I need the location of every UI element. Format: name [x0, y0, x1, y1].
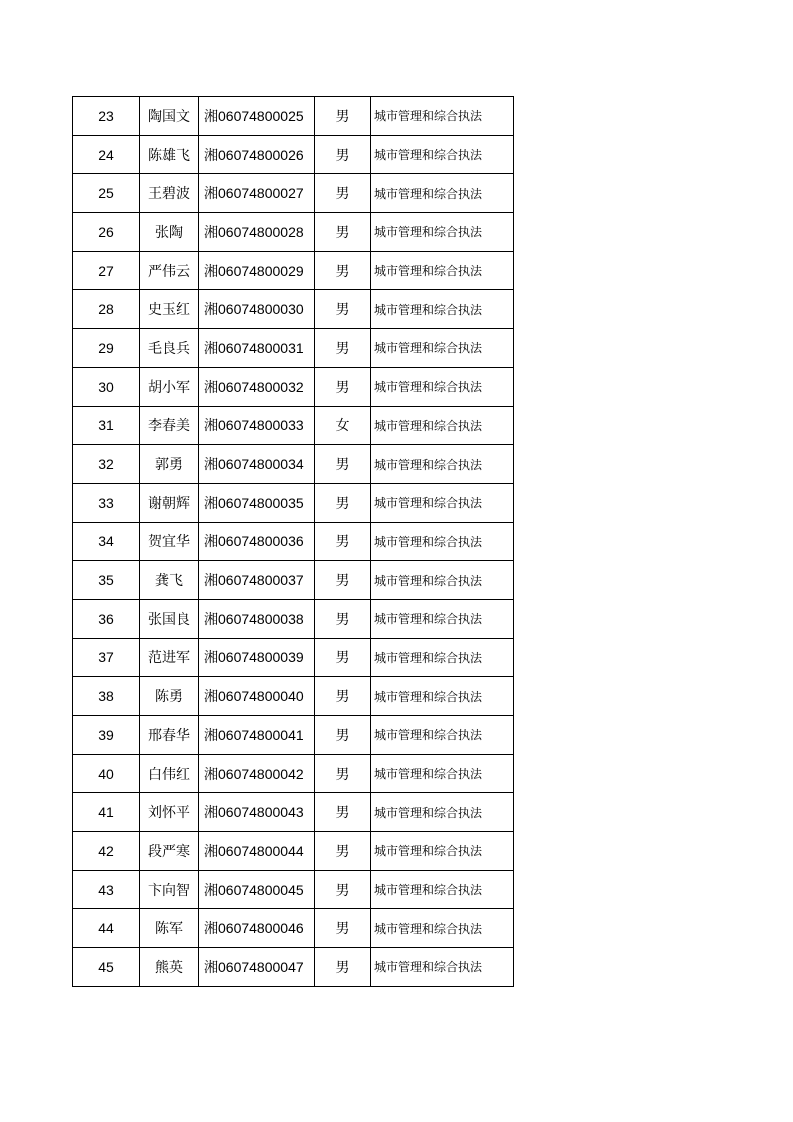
certificate-digits: 06074800046 — [218, 920, 304, 937]
certificate-number — [199, 522, 315, 561]
certificate-digits: 06074800031 — [218, 339, 304, 356]
person-name: 陈军 — [140, 909, 199, 948]
certificate-digits: 06074800028 — [218, 223, 304, 240]
row-number: 37 — [73, 638, 140, 677]
certificate-prefix: 湘 — [204, 573, 218, 590]
certificate-digits: 06074800043 — [218, 804, 304, 821]
table-row — [73, 406, 514, 445]
certificate-prefix: 湘 — [204, 534, 218, 551]
person-name: 陈雄飞 — [140, 135, 199, 174]
certificate-digits: 06074800029 — [218, 262, 304, 279]
table-row — [73, 832, 514, 871]
table-row — [73, 135, 514, 174]
enforcement-category: 城市管理和综合执法 — [371, 135, 514, 174]
certificate-number — [199, 870, 315, 909]
row-number: 24 — [73, 135, 140, 174]
certificate-digits: 06074800039 — [218, 649, 304, 666]
certificate-prefix: 湘 — [204, 959, 218, 976]
gender: 男 — [315, 251, 371, 290]
certificate-number — [199, 367, 315, 406]
gender: 男 — [315, 135, 371, 174]
row-number: 44 — [73, 909, 140, 948]
row-number: 34 — [73, 522, 140, 561]
certificate-digits: 06074800035 — [218, 494, 304, 511]
certificate-number — [199, 561, 315, 600]
enforcement-category: 城市管理和综合执法 — [371, 406, 514, 445]
certificate-number — [199, 909, 315, 948]
table-row — [73, 290, 514, 329]
table-row — [73, 716, 514, 755]
enforcement-category: 城市管理和综合执法 — [371, 290, 514, 329]
person-name: 卞向智 — [140, 870, 199, 909]
certificate-prefix: 湘 — [204, 108, 218, 125]
enforcement-category: 城市管理和综合执法 — [371, 483, 514, 522]
certificate-number — [199, 793, 315, 832]
certificate-prefix: 湘 — [204, 263, 218, 280]
certificate-digits: 06074800045 — [218, 881, 304, 898]
enforcement-category: 城市管理和综合执法 — [371, 329, 514, 368]
gender: 男 — [315, 793, 371, 832]
certificate-digits: 06074800032 — [218, 378, 304, 395]
gender: 男 — [315, 174, 371, 213]
certificate-number — [199, 599, 315, 638]
gender: 男 — [315, 483, 371, 522]
enforcement-category: 城市管理和综合执法 — [371, 716, 514, 755]
certificate-prefix: 湘 — [204, 186, 218, 203]
gender: 男 — [315, 599, 371, 638]
person-name: 范进军 — [140, 638, 199, 677]
row-number: 35 — [73, 561, 140, 600]
certificate-number — [199, 832, 315, 871]
certificate-number — [199, 290, 315, 329]
person-name: 严伟云 — [140, 251, 199, 290]
certificate-prefix: 湘 — [204, 611, 218, 628]
gender: 男 — [315, 948, 371, 987]
gender: 男 — [315, 97, 371, 136]
enforcement-category: 城市管理和综合执法 — [371, 522, 514, 561]
certificate-prefix: 湘 — [204, 418, 218, 435]
table-row — [73, 445, 514, 484]
certificate-number — [199, 445, 315, 484]
certificate-prefix: 湘 — [204, 147, 218, 164]
table-row — [73, 677, 514, 716]
row-number: 36 — [73, 599, 140, 638]
enforcement-category: 城市管理和综合执法 — [371, 948, 514, 987]
certificate-prefix: 湘 — [204, 379, 218, 396]
enforcement-category: 城市管理和综合执法 — [371, 677, 514, 716]
person-name: 史玉红 — [140, 290, 199, 329]
certificate-prefix: 湘 — [204, 340, 218, 357]
person-name: 胡小军 — [140, 367, 199, 406]
certificate-number — [199, 638, 315, 677]
person-name: 邢春华 — [140, 716, 199, 755]
certificate-prefix: 湘 — [204, 882, 218, 899]
person-name: 陈勇 — [140, 677, 199, 716]
enforcement-category: 城市管理和综合执法 — [371, 832, 514, 871]
row-number: 41 — [73, 793, 140, 832]
table-row — [73, 251, 514, 290]
certificate-prefix: 湘 — [204, 689, 218, 706]
certificate-number — [199, 213, 315, 252]
row-number: 27 — [73, 251, 140, 290]
table-row — [73, 793, 514, 832]
enforcement-category: 城市管理和综合执法 — [371, 870, 514, 909]
person-name: 毛良兵 — [140, 329, 199, 368]
certificate-prefix: 湘 — [204, 650, 218, 667]
certificate-number — [199, 716, 315, 755]
table-row — [73, 638, 514, 677]
row-number: 25 — [73, 174, 140, 213]
personnel-table-body — [73, 97, 514, 987]
certificate-number — [199, 677, 315, 716]
certificate-prefix: 湘 — [204, 302, 218, 319]
person-name: 张陶 — [140, 213, 199, 252]
row-number: 40 — [73, 754, 140, 793]
certificate-number — [199, 135, 315, 174]
row-number: 42 — [73, 832, 140, 871]
certificate-digits: 06074800042 — [218, 765, 304, 782]
certificate-prefix: 湘 — [204, 727, 218, 744]
table-row — [73, 483, 514, 522]
table-row — [73, 97, 514, 136]
enforcement-category: 城市管理和综合执法 — [371, 638, 514, 677]
certificate-prefix: 湘 — [204, 843, 218, 860]
row-number: 26 — [73, 213, 140, 252]
gender: 男 — [315, 290, 371, 329]
certificate-number — [199, 174, 315, 213]
row-number: 23 — [73, 97, 140, 136]
enforcement-category: 城市管理和综合执法 — [371, 754, 514, 793]
person-name: 刘怀平 — [140, 793, 199, 832]
personnel-table — [72, 96, 514, 987]
certificate-digits: 06074800041 — [218, 726, 304, 743]
gender: 男 — [315, 329, 371, 368]
person-name: 贺宜华 — [140, 522, 199, 561]
certificate-number — [199, 754, 315, 793]
person-name: 郭勇 — [140, 445, 199, 484]
certificate-number — [199, 948, 315, 987]
certificate-prefix: 湘 — [204, 224, 218, 241]
person-name: 王碧波 — [140, 174, 199, 213]
person-name: 陶国文 — [140, 97, 199, 136]
row-number: 45 — [73, 948, 140, 987]
person-name: 熊英 — [140, 948, 199, 987]
enforcement-category: 城市管理和综合执法 — [371, 174, 514, 213]
certificate-prefix: 湘 — [204, 766, 218, 783]
certificate-digits: 06074800033 — [218, 417, 304, 434]
enforcement-category: 城市管理和综合执法 — [371, 445, 514, 484]
row-number: 39 — [73, 716, 140, 755]
certificate-number — [199, 251, 315, 290]
certificate-digits: 06074800026 — [218, 146, 304, 163]
gender: 男 — [315, 445, 371, 484]
person-name: 龚飞 — [140, 561, 199, 600]
enforcement-category: 城市管理和综合执法 — [371, 213, 514, 252]
person-name: 白伟红 — [140, 754, 199, 793]
certificate-number — [199, 329, 315, 368]
enforcement-category: 城市管理和综合执法 — [371, 793, 514, 832]
gender: 男 — [315, 832, 371, 871]
certificate-digits: 06074800027 — [218, 185, 304, 202]
row-number: 28 — [73, 290, 140, 329]
table-row — [73, 213, 514, 252]
certificate-digits: 06074800037 — [218, 572, 304, 589]
table-row — [73, 522, 514, 561]
row-number: 29 — [73, 329, 140, 368]
certificate-number — [199, 406, 315, 445]
table-row — [73, 599, 514, 638]
person-name: 段严寒 — [140, 832, 199, 871]
gender: 男 — [315, 213, 371, 252]
certificate-digits: 06074800047 — [218, 958, 304, 975]
gender: 男 — [315, 561, 371, 600]
gender: 男 — [315, 870, 371, 909]
certificate-prefix: 湘 — [204, 921, 218, 938]
enforcement-category: 城市管理和综合执法 — [371, 599, 514, 638]
certificate-number — [199, 483, 315, 522]
certificate-digits: 06074800030 — [218, 301, 304, 318]
enforcement-category: 城市管理和综合执法 — [371, 97, 514, 136]
certificate-prefix: 湘 — [204, 457, 218, 474]
enforcement-category: 城市管理和综合执法 — [371, 251, 514, 290]
table-row — [73, 561, 514, 600]
gender: 男 — [315, 522, 371, 561]
gender: 女 — [315, 406, 371, 445]
table-row — [73, 754, 514, 793]
enforcement-category: 城市管理和综合执法 — [371, 561, 514, 600]
table-row — [73, 909, 514, 948]
table-row — [73, 329, 514, 368]
enforcement-category: 城市管理和综合执法 — [371, 909, 514, 948]
gender: 男 — [315, 677, 371, 716]
person-name: 谢朝辉 — [140, 483, 199, 522]
table-row — [73, 870, 514, 909]
gender: 男 — [315, 754, 371, 793]
table-row — [73, 367, 514, 406]
certificate-prefix: 湘 — [204, 495, 218, 512]
row-number: 33 — [73, 483, 140, 522]
certificate-digits: 06074800044 — [218, 842, 304, 859]
person-name: 李春美 — [140, 406, 199, 445]
person-name: 张国良 — [140, 599, 199, 638]
certificate-digits: 06074800038 — [218, 610, 304, 627]
certificate-digits: 06074800040 — [218, 688, 304, 705]
row-number: 31 — [73, 406, 140, 445]
certificate-digits: 06074800034 — [218, 456, 304, 473]
table-row — [73, 174, 514, 213]
table-row — [73, 948, 514, 987]
certificate-prefix: 湘 — [204, 805, 218, 822]
certificate-digits: 06074800025 — [218, 107, 304, 124]
certificate-digits: 06074800036 — [218, 533, 304, 550]
gender: 男 — [315, 638, 371, 677]
gender: 男 — [315, 367, 371, 406]
row-number: 38 — [73, 677, 140, 716]
gender: 男 — [315, 909, 371, 948]
row-number: 30 — [73, 367, 140, 406]
certificate-number — [199, 97, 315, 136]
gender: 男 — [315, 716, 371, 755]
row-number: 32 — [73, 445, 140, 484]
enforcement-category: 城市管理和综合执法 — [371, 367, 514, 406]
row-number: 43 — [73, 870, 140, 909]
